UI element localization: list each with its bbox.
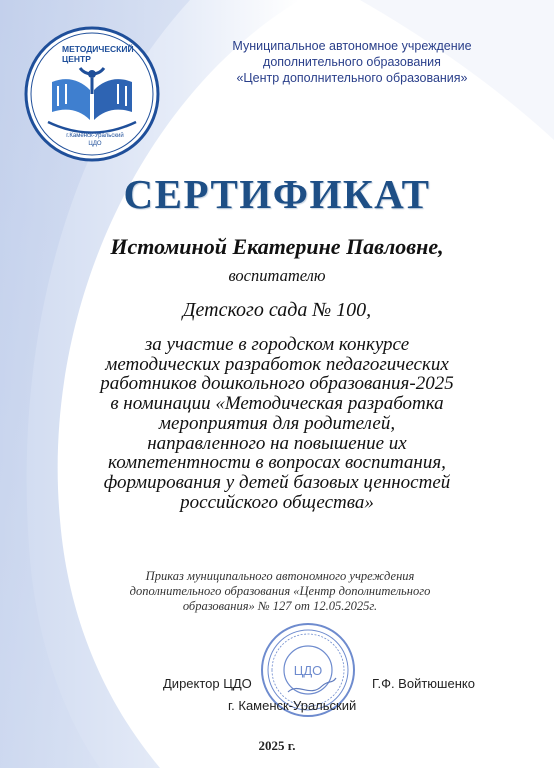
reason-line: российского общества» xyxy=(180,491,374,513)
award-reason xyxy=(40,335,514,512)
org-line2: дополнительного образования xyxy=(263,55,441,69)
director-label: Директор ЦДО xyxy=(163,676,252,691)
year-label: 2025 г. xyxy=(258,738,296,753)
order-line2: дополнительного образования «Центр дополнительного xyxy=(129,584,431,598)
recipient-name: Истоминой Екатерине Павловне, xyxy=(110,234,444,259)
city-label: г. Каменск-Уральский xyxy=(228,698,357,713)
reason-line: компетентности в вопросах воспитания, xyxy=(108,452,446,474)
logo-subtitle xyxy=(40,133,150,148)
org-line3: «Центр дополнительного образования» xyxy=(236,71,468,85)
order-line1: Приказ муниципального автономного учреждения xyxy=(145,569,415,583)
logo-sub-line1: г.Каменск-Уральский xyxy=(66,133,124,139)
logo-title-line1: МЕТОДИЧЕСКИЙ xyxy=(62,44,134,54)
director-name: Г.Ф. Войтюшенко xyxy=(372,676,475,691)
recipient-position: воспитателю xyxy=(228,266,326,285)
reason-line: за участие в городском конкурсе xyxy=(144,334,410,355)
reason-line: направленного на повышение их xyxy=(147,432,407,454)
reason-line: работников дошкольного образования-2025 xyxy=(100,373,454,395)
reason-line: методических разработок педагогических xyxy=(105,353,449,375)
recipient-institution: Детского сада № 100, xyxy=(182,299,372,321)
logo-title xyxy=(62,44,142,64)
order-reference xyxy=(60,569,500,614)
reason-line: в номинации «Методическая разработка xyxy=(110,393,444,415)
org-line1: Муниципальное автономное учреждение xyxy=(232,39,472,53)
logo-sub-line2: ЦДО xyxy=(88,140,102,147)
order-line3: образования» № 127 от 12.05.2025г. xyxy=(182,599,378,613)
reason-line: мероприятия для родителей, xyxy=(158,412,396,434)
stamp-center-text: ЦДО xyxy=(293,663,323,678)
organization-header xyxy=(182,38,522,86)
certificate-title: СЕРТИФИКАТ xyxy=(123,171,431,217)
reason-line: формирования у детей базовых ценностей xyxy=(103,471,451,493)
logo-title-line2: ЦЕНТР xyxy=(62,54,91,64)
